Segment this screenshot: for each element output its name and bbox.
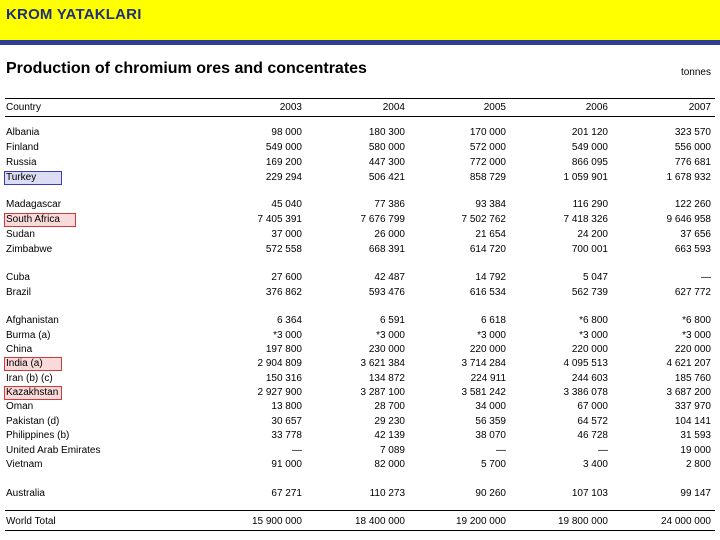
header-divider xyxy=(0,40,720,45)
country-cell: Russia xyxy=(6,157,37,168)
value-cell: 107 103 xyxy=(571,488,608,499)
country-cell: Iran (b) (c) xyxy=(6,373,53,384)
value-cell: 169 200 xyxy=(265,157,302,168)
value-cell: — xyxy=(496,445,506,456)
value-cell: 556 000 xyxy=(674,142,711,153)
table-bottom-rule xyxy=(5,530,715,531)
value-cell: 220 000 xyxy=(571,344,608,355)
country-cell: World Total xyxy=(6,516,56,527)
value-cell: 98 000 xyxy=(271,127,302,138)
value-cell: 3 287 100 xyxy=(360,387,405,398)
value-cell: 27 600 xyxy=(271,272,302,283)
value-cell: 3 714 284 xyxy=(461,358,506,369)
value-cell: 3 621 384 xyxy=(360,358,405,369)
value-cell: *3 000 xyxy=(579,330,608,341)
value-cell: 3 386 078 xyxy=(563,387,608,398)
value-cell: 7 089 xyxy=(379,445,405,456)
document-title: Production of chromium ores and concentrates xyxy=(6,60,367,77)
value-cell: 18 400 000 xyxy=(354,516,405,527)
value-cell: 224 911 xyxy=(470,373,506,384)
value-cell: 614 720 xyxy=(469,244,506,255)
value-cell: 323 570 xyxy=(674,127,711,138)
value-cell: 580 000 xyxy=(368,142,405,153)
value-cell: 37 000 xyxy=(271,229,302,240)
country-cell: Brazil xyxy=(6,287,32,298)
value-cell: 29 230 xyxy=(374,416,405,427)
value-cell: 110 273 xyxy=(369,488,405,499)
value-cell: 2 927 900 xyxy=(257,387,302,398)
value-cell: 116 290 xyxy=(572,199,608,210)
country-cell: United Arab Emirates xyxy=(6,445,101,456)
value-cell: *3 000 xyxy=(682,330,711,341)
value-cell: 14 792 xyxy=(475,272,506,283)
value-cell: 2 904 809 xyxy=(257,358,302,369)
value-cell: 5 047 xyxy=(582,272,608,283)
country-cell: Turkey xyxy=(6,172,37,183)
value-cell: 6 364 xyxy=(276,315,302,326)
value-cell: 7 405 391 xyxy=(257,214,302,225)
value-cell: 772 000 xyxy=(469,157,506,168)
value-cell: 33 778 xyxy=(271,430,302,441)
value-cell: 24 000 000 xyxy=(660,516,711,527)
country-cell: Australia xyxy=(6,488,45,499)
value-cell: 19 000 xyxy=(680,445,711,456)
value-cell: 9 646 958 xyxy=(666,214,711,225)
value-cell: 91 000 xyxy=(271,459,302,470)
value-cell: 229 294 xyxy=(265,172,302,183)
column-header-year: 2007 xyxy=(688,102,711,113)
value-cell: 549 000 xyxy=(265,142,302,153)
value-cell: 5 700 xyxy=(480,459,506,470)
value-cell: 668 391 xyxy=(368,244,405,255)
value-cell: 376 862 xyxy=(265,287,302,298)
slide-title: KROM YATAKLARI xyxy=(6,6,142,23)
value-cell: 42 487 xyxy=(374,272,405,283)
value-cell: 13 800 xyxy=(271,401,302,412)
country-cell: Albania xyxy=(6,127,40,138)
value-cell: 4 621 207 xyxy=(666,358,711,369)
value-cell: 866 095 xyxy=(571,157,608,168)
value-cell: 38 070 xyxy=(475,430,506,441)
value-cell: 42 139 xyxy=(374,430,405,441)
country-cell: Cuba xyxy=(6,272,30,283)
value-cell: 150 316 xyxy=(265,373,302,384)
value-cell: 616 534 xyxy=(469,287,506,298)
value-cell: 67 000 xyxy=(577,401,608,412)
column-header-year: 2005 xyxy=(483,102,506,113)
value-cell: *6 800 xyxy=(682,315,711,326)
value-cell: 93 384 xyxy=(475,199,506,210)
value-cell: 244 603 xyxy=(571,373,608,384)
column-header-country: Country xyxy=(6,102,42,113)
column-header-year: 2006 xyxy=(585,102,608,113)
value-cell: 549 000 xyxy=(571,142,608,153)
value-cell: 122 260 xyxy=(674,199,711,210)
country-cell: Kazakhstan xyxy=(6,387,59,398)
value-cell: 134 872 xyxy=(368,373,405,384)
value-cell: 90 260 xyxy=(475,488,506,499)
value-cell: 572 000 xyxy=(469,142,506,153)
value-cell: 6 618 xyxy=(480,315,506,326)
value-cell: 858 729 xyxy=(469,172,506,183)
value-cell: 7 676 799 xyxy=(360,214,405,225)
value-cell: 67 271 xyxy=(271,488,302,499)
value-cell: 201 120 xyxy=(571,127,608,138)
value-cell: 31 593 xyxy=(680,430,711,441)
value-cell: 180 300 xyxy=(368,127,405,138)
value-cell: 82 000 xyxy=(374,459,405,470)
column-header-year: 2003 xyxy=(279,102,302,113)
country-cell: Finland xyxy=(6,142,39,153)
value-cell: 447 300 xyxy=(368,157,405,168)
value-cell: 19 800 000 xyxy=(557,516,608,527)
value-cell: 34 000 xyxy=(475,401,506,412)
value-cell: 572 558 xyxy=(265,244,302,255)
value-cell: *6 800 xyxy=(579,315,608,326)
value-cell: 1 678 932 xyxy=(666,172,711,183)
country-cell: Philippines (b) xyxy=(6,430,70,441)
value-cell: 337 970 xyxy=(674,401,711,412)
value-cell: 37 656 xyxy=(680,229,711,240)
country-cell: India (a) xyxy=(6,358,43,369)
value-cell: 220 000 xyxy=(674,344,711,355)
country-cell: Vietnam xyxy=(6,459,43,470)
value-cell: 3 400 xyxy=(582,459,608,470)
value-cell: — xyxy=(701,272,711,283)
value-cell: 627 772 xyxy=(674,287,711,298)
value-cell: *3 000 xyxy=(376,330,405,341)
value-cell: 3 581 242 xyxy=(461,387,506,398)
value-cell: 506 421 xyxy=(368,172,405,183)
value-cell: 230 000 xyxy=(368,344,405,355)
value-cell: 77 386 xyxy=(374,199,405,210)
country-cell: Madagascar xyxy=(6,199,62,210)
header-bottom-rule xyxy=(5,116,715,117)
value-cell: 700 001 xyxy=(571,244,608,255)
value-cell: 24 200 xyxy=(577,229,608,240)
value-cell: 4 095 513 xyxy=(563,358,608,369)
value-cell: 185 760 xyxy=(674,373,711,384)
header-bar xyxy=(0,0,720,40)
value-cell: 2 800 xyxy=(685,459,711,470)
country-cell: Pakistan (d) xyxy=(6,416,60,427)
value-cell: 663 593 xyxy=(674,244,711,255)
value-cell: *3 000 xyxy=(273,330,302,341)
value-cell: 45 040 xyxy=(271,199,302,210)
value-cell: 7 502 762 xyxy=(461,214,506,225)
country-cell: South Africa xyxy=(6,214,60,225)
total-top-rule xyxy=(5,510,715,511)
country-cell: Burma (a) xyxy=(6,330,51,341)
value-cell: 21 654 xyxy=(475,229,506,240)
value-cell: — xyxy=(598,445,608,456)
value-cell: 46 728 xyxy=(577,430,608,441)
value-cell: 99 147 xyxy=(680,488,711,499)
country-cell: Oman xyxy=(6,401,34,412)
value-cell: 64 572 xyxy=(577,416,608,427)
table-top-rule xyxy=(5,98,715,99)
value-cell: 562 739 xyxy=(571,287,608,298)
value-cell: 19 200 000 xyxy=(455,516,506,527)
value-cell: 170 000 xyxy=(469,127,506,138)
country-cell: Sudan xyxy=(6,229,35,240)
value-cell: 776 681 xyxy=(674,157,711,168)
value-cell: 3 687 200 xyxy=(666,387,711,398)
value-cell: 26 000 xyxy=(374,229,405,240)
value-cell: 104 141 xyxy=(674,416,711,427)
value-cell: 7 418 326 xyxy=(563,214,608,225)
country-cell: Afghanistan xyxy=(6,315,59,326)
value-cell: 15 900 000 xyxy=(251,516,302,527)
value-cell: 30 657 xyxy=(271,416,302,427)
value-cell: *3 000 xyxy=(477,330,506,341)
column-header-year: 2004 xyxy=(382,102,405,113)
value-cell: 6 591 xyxy=(379,315,405,326)
value-cell: — xyxy=(292,445,302,456)
value-cell: 56 359 xyxy=(475,416,506,427)
country-cell: Zimbabwe xyxy=(6,244,53,255)
value-cell: 1 059 901 xyxy=(563,172,608,183)
country-cell: China xyxy=(6,344,33,355)
value-cell: 220 000 xyxy=(469,344,506,355)
value-cell: 593 476 xyxy=(368,287,405,298)
units-label: tonnes xyxy=(680,67,711,78)
value-cell: 197 800 xyxy=(265,344,302,355)
value-cell: 28 700 xyxy=(374,401,405,412)
